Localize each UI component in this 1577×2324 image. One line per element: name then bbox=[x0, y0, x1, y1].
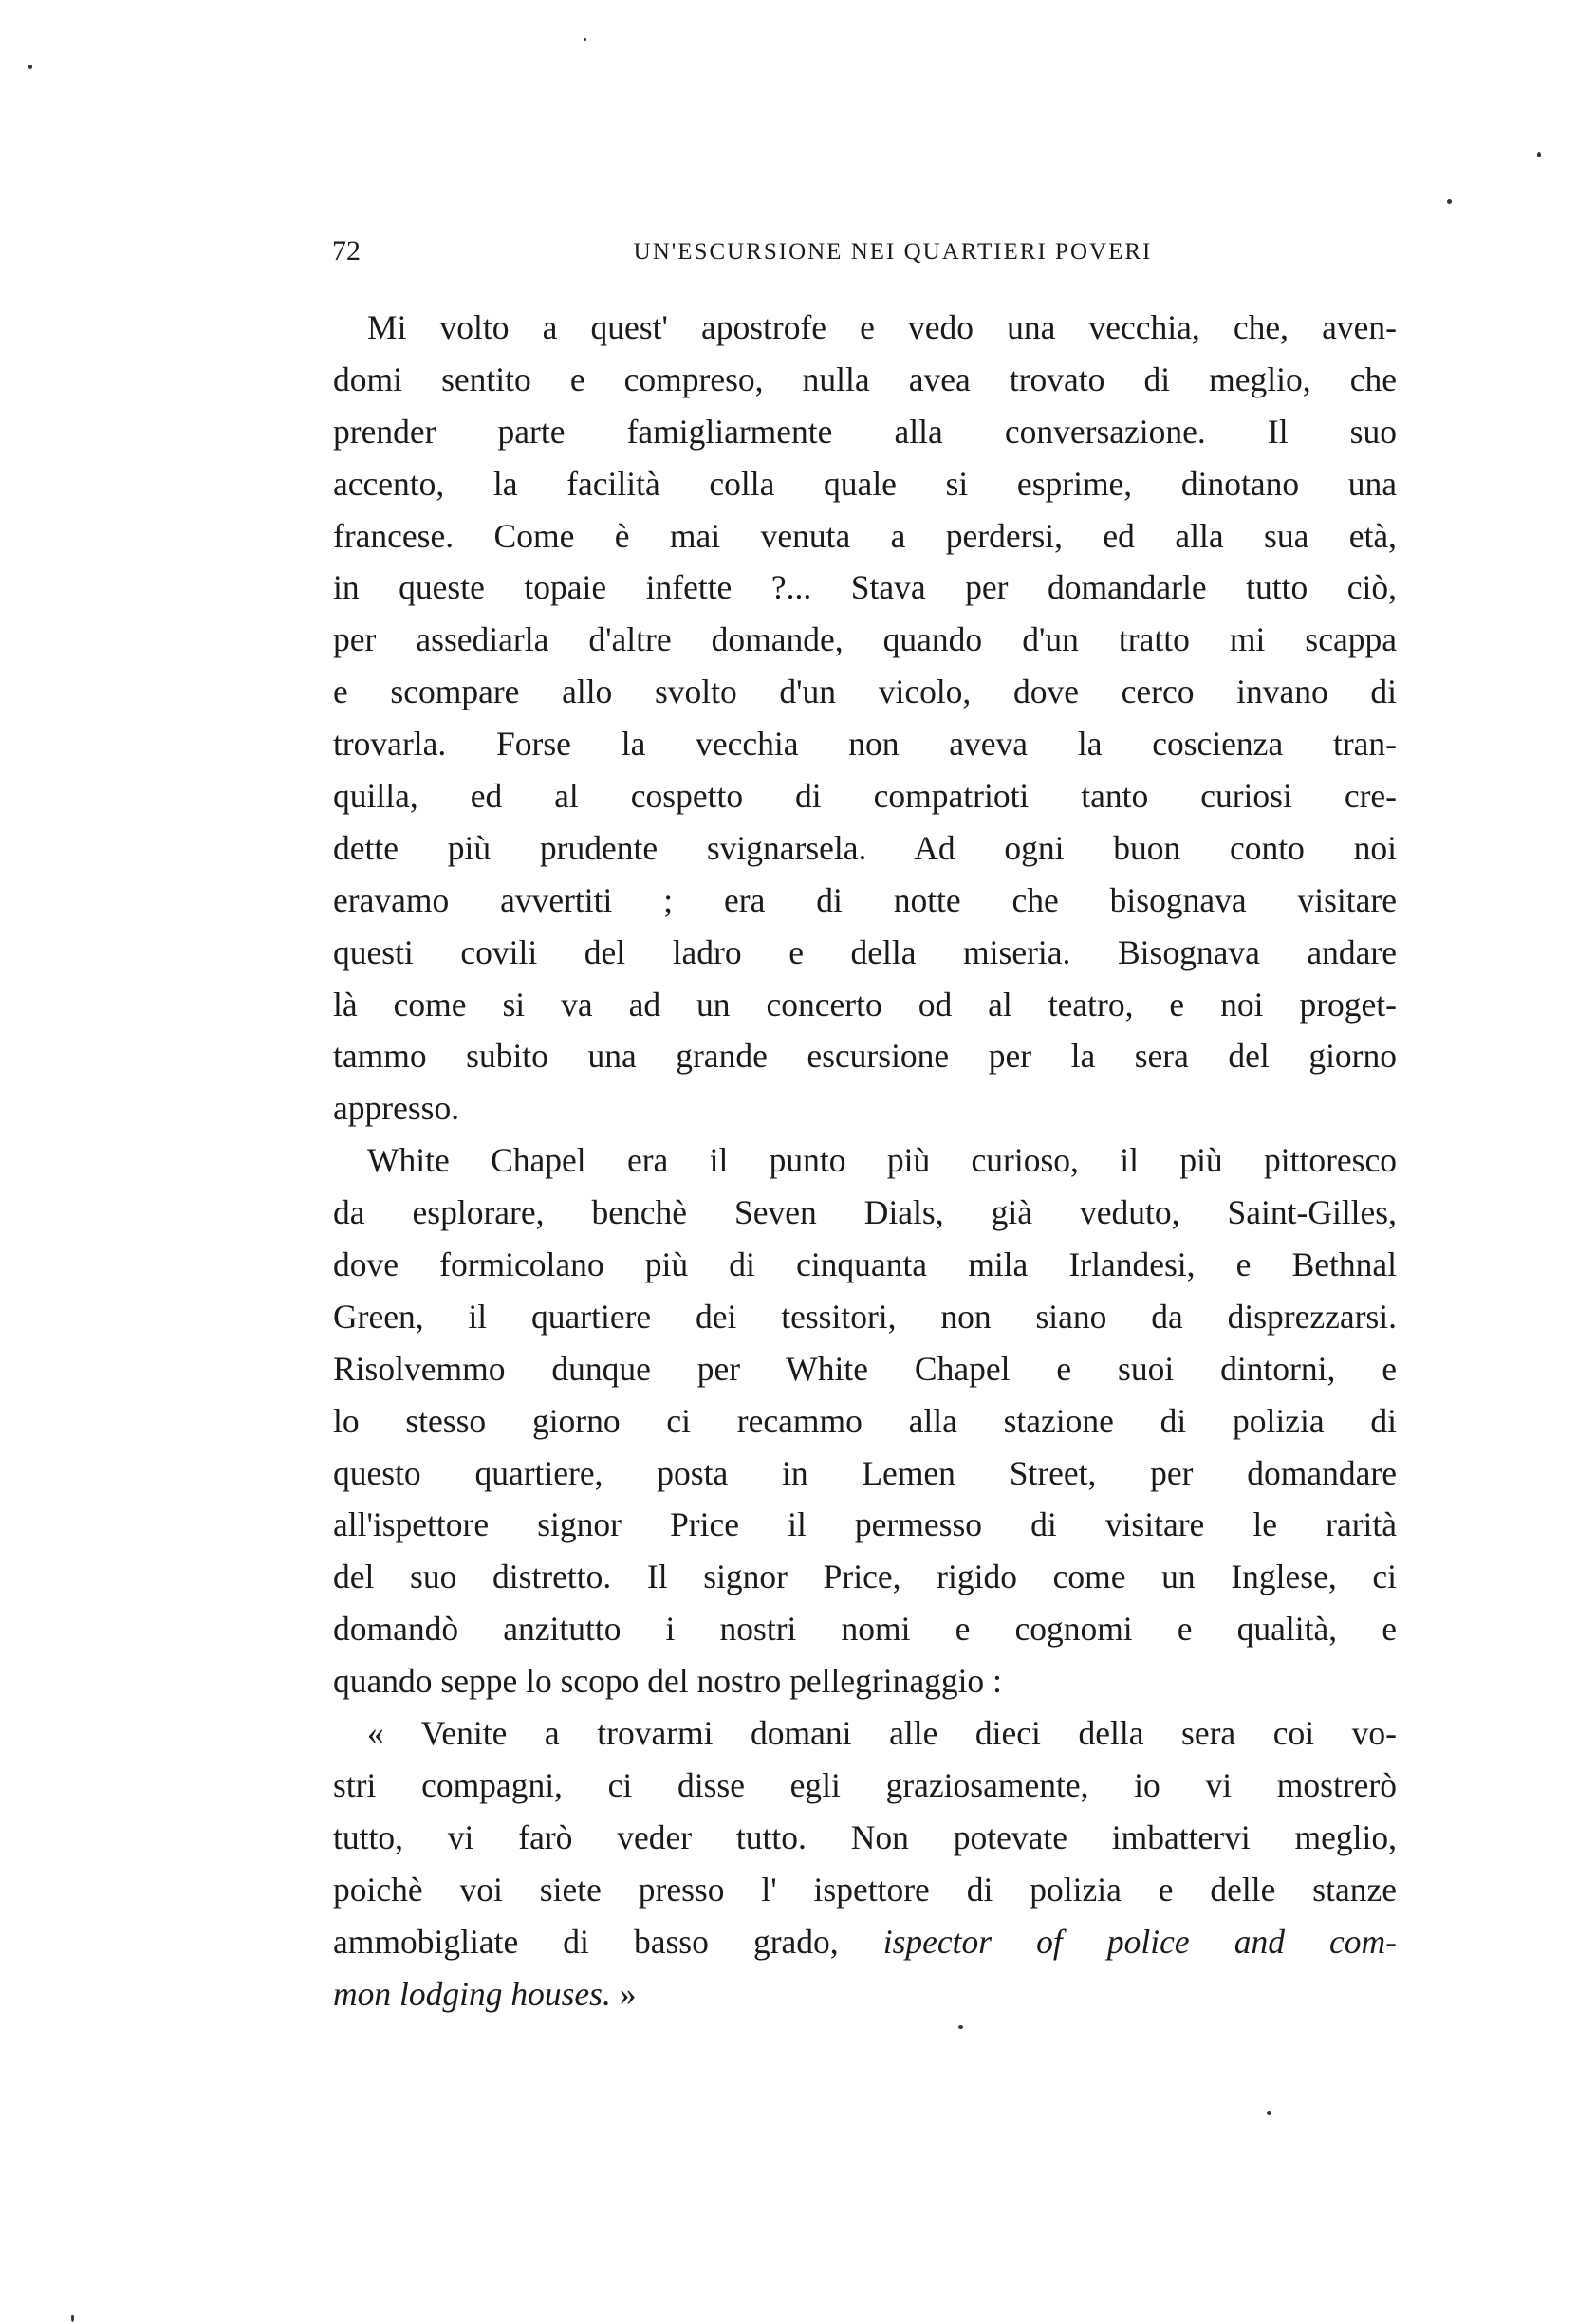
text-line bbox=[333, 1448, 1397, 1500]
text-line bbox=[333, 562, 1397, 614]
text-segment: tutto, vi farò veder tutto. Non potevate imbattervi meglio, bbox=[333, 1817, 1397, 1856]
text-line bbox=[333, 1499, 1397, 1551]
text-segment: francese. Come è mai venuta a perdersi, ed alla sua età, bbox=[333, 516, 1397, 555]
text-segment: « Venite a trovarmi domani alle dieci della sera coi vo- bbox=[367, 1714, 1397, 1753]
text-line bbox=[333, 1603, 1397, 1655]
text-segment: » bbox=[610, 1974, 637, 2013]
text-segment: White Chapel era il punto più curioso, il più pittoresco bbox=[367, 1141, 1397, 1180]
text-segment: questi covili del ladro e della miseria. Bisognava andare bbox=[333, 932, 1397, 971]
text-segment: Mi volto a quest' apostrofe e vedo una vecchia, che, aven- bbox=[367, 308, 1397, 346]
text-line bbox=[333, 1551, 1397, 1603]
running-head-title: UN'ESCURSIONE NEI QUARTIERI POVERI bbox=[633, 239, 1153, 265]
text-line bbox=[333, 1916, 1397, 1968]
text-segment: quilla, ed al cospetto di compatrioti tanto curiosi cre- bbox=[333, 777, 1397, 816]
text-line bbox=[333, 875, 1397, 927]
text-line bbox=[333, 1395, 1397, 1448]
text-segment: là come si va ad un concerto od al teatro, e noi proget- bbox=[333, 985, 1397, 1024]
text-segment: da esplorare, benchè Seven Dials, già veduto, Saint-Gilles, bbox=[333, 1193, 1397, 1232]
text-line bbox=[333, 406, 1397, 458]
text-line bbox=[333, 458, 1397, 510]
text-line bbox=[333, 1812, 1397, 1864]
text-line bbox=[333, 718, 1397, 770]
text-line bbox=[333, 614, 1397, 666]
text-line bbox=[333, 354, 1397, 406]
text-line bbox=[333, 822, 1397, 875]
text-line bbox=[333, 1134, 1397, 1187]
text-segment: domi sentito e compreso, nulla avea trovato di meglio, che bbox=[333, 360, 1397, 398]
text-segment: all'ispettore signor Price il permesso di visitare le rarità bbox=[333, 1505, 1397, 1544]
text-segment: tammo subito una grande escursione per la sera del giorno bbox=[333, 1037, 1397, 1076]
text-segment: per assediarla d'altre domande, quando d'un tratto mi scappa bbox=[333, 620, 1397, 659]
text-segment: prender parte famigliarmente alla conversazione. Il suo bbox=[333, 412, 1397, 451]
text-line bbox=[333, 1655, 1397, 1707]
text-line bbox=[333, 1343, 1397, 1395]
text-line bbox=[333, 1864, 1397, 1916]
text-line bbox=[333, 302, 1397, 354]
text-segment: appresso. bbox=[333, 1089, 460, 1128]
text-segment: in queste topaie infette ?... Stava per domandarle tutto ciò, bbox=[333, 568, 1397, 607]
text-segment: del suo distretto. Il signor Price, rigido come un Inglese, ci bbox=[333, 1558, 1397, 1596]
italic-text: ispector of police and com- bbox=[882, 1922, 1397, 1961]
text-segment: Risolvemmo dunque per White Chapel e suoi dintorni, e bbox=[333, 1349, 1397, 1388]
text-segment: poichè voi siete presso l' ispettore di polizia e delle stanze bbox=[333, 1870, 1397, 1909]
text-line bbox=[333, 770, 1397, 822]
page-number: 72 bbox=[332, 235, 361, 267]
running-head bbox=[332, 235, 1397, 273]
text-segment: e scompare allo svolto d'un vicolo, dove cerco invano di bbox=[333, 673, 1397, 711]
text-line bbox=[333, 927, 1397, 979]
text-segment: quando seppe lo scopo del nostro pellegrinaggio : bbox=[333, 1662, 1002, 1701]
text-line bbox=[333, 1082, 1397, 1134]
text-segment: stri compagni, ci disse egli graziosamente, io vi mostrerò bbox=[333, 1765, 1397, 1804]
text-line bbox=[333, 979, 1397, 1031]
text-line bbox=[333, 1968, 1397, 2020]
text-line bbox=[333, 666, 1397, 718]
text-segment: eravamo avvertiti ; era di notte che bisognava visitare bbox=[333, 880, 1397, 919]
text-segment: accento, la facilità colla quale si esprime, dinotano una bbox=[333, 464, 1397, 503]
text-segment: domandò anzitutto i nostri nomi e cognomi e qualità, e bbox=[333, 1610, 1397, 1649]
text-line bbox=[333, 1239, 1397, 1291]
text-line bbox=[333, 1760, 1397, 1812]
text-line bbox=[333, 1187, 1397, 1239]
text-segment: lo stesso giorno ci recammo alla stazione di polizia di bbox=[333, 1401, 1397, 1440]
text-segment: ammobigliate di basso grado, bbox=[333, 1922, 883, 1961]
text-line bbox=[333, 1030, 1397, 1082]
body-text bbox=[333, 302, 1397, 2020]
italic-text: mon lodging houses. bbox=[333, 1974, 611, 2013]
text-segment: dette più prudente svignarsela. Ad ogni buon conto noi bbox=[333, 828, 1397, 867]
text-segment: dove formicolano più di cinquanta mila Irlandesi, e Bethnal bbox=[333, 1245, 1397, 1284]
text-line bbox=[333, 510, 1397, 563]
text-line bbox=[333, 1291, 1397, 1343]
text-line bbox=[333, 1707, 1397, 1760]
text-segment: trovarla. Forse la vecchia non aveva la coscienza tran- bbox=[333, 725, 1397, 764]
text-segment: questo quartiere, posta in Lemen Street, per domandare bbox=[333, 1453, 1397, 1492]
text-segment: Green, il quartiere dei tessitori, non siano da disprezzarsi. bbox=[333, 1297, 1397, 1336]
